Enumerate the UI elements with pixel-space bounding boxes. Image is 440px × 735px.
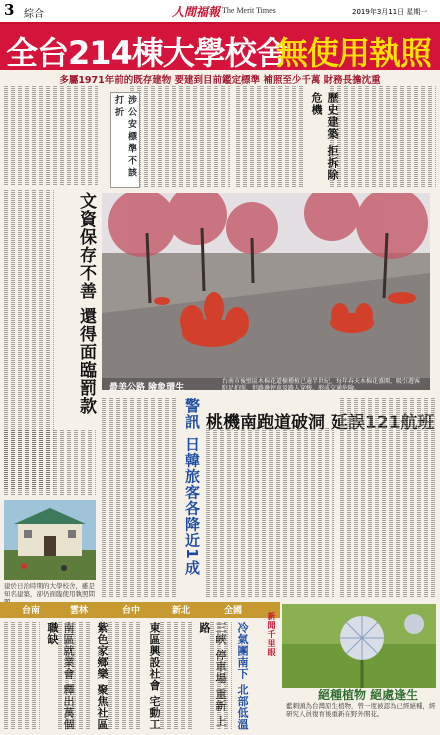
article-text-block: [4, 86, 98, 186]
region-label-yunlin: 雲林: [70, 606, 89, 616]
page-number: 3: [4, 1, 15, 19]
article-text-block: [130, 86, 230, 188]
article-text-block: [206, 428, 334, 598]
globe-thistle-illustration: [282, 604, 436, 688]
small-photo-caption: 建於日治時期的大學校舍，雖是知名建築，卻仍面臨使用執照問: [4, 582, 95, 598]
article-text-block: [4, 622, 40, 730]
region-label-tainan: 台南: [22, 606, 41, 616]
photo-credit: 台南市後壁區木棉花道樹種植已逾半世紀，每年春天木棉花盛開，吸引遊客駐足拍照，但路邊停車及路人穿梭，形成交通危險。: [222, 378, 421, 392]
sidebar-label: 涉 公 安 標 準 不 該 打 折: [110, 92, 140, 188]
article-text-block: [58, 622, 90, 730]
region-story-title: 紫色家鄉樂 聚焦社區: [96, 622, 109, 730]
subheadline: 多屬1971年前的既存建物 要建到目前鑑定標準 補照至少千萬 財務長擔沈重: [59, 75, 381, 86]
article-text-block: [330, 86, 436, 188]
photo-caption: 最美公路 險象環生: [109, 383, 185, 393]
story-title-culture: 文資保存不善 還得面臨罰款: [76, 192, 96, 415]
region-story-title: 三峽 停車場 重新 上路: [198, 622, 227, 727]
article-text-block: [160, 622, 192, 730]
story-title-history: 歷史建築 拒拆除危機: [310, 92, 339, 181]
region-story-title: 南區就業會 釋出萬個職缺: [46, 622, 75, 730]
plant-story-title: 絕種植物 絕處逢生: [318, 688, 419, 702]
news-photo-campus: [4, 500, 96, 580]
campus-building-illustration: [4, 500, 96, 580]
region-label-newtaipei: 新北: [172, 606, 191, 616]
news-photo-plant: [282, 604, 436, 688]
region-label-taichung: 台中: [122, 606, 141, 616]
headline-main: 全台214棟大學校舍: [6, 34, 287, 72]
article-text-block: [236, 86, 304, 188]
news-photo-kapok-road: [102, 193, 430, 390]
article-text-block: [108, 622, 142, 730]
kapok-road-illustration: [102, 193, 430, 390]
article-text-block: [210, 622, 232, 730]
story-title-tourism: 警訊 日韓旅客各降近1成: [183, 398, 201, 576]
section-name: 綜合: [24, 9, 44, 20]
region-story-title: 冷氣團南下 北部低溫: [236, 622, 249, 730]
newspaper-logo-english: The Merit Times: [222, 6, 276, 15]
plant-caption: 藍刺頭為台灣原生植物，曾一度被認為已經絕種，經研究人員復育後重新在野外開花。: [286, 702, 436, 718]
article-text-block: [4, 430, 96, 496]
story-title-runway: 桃機南跑道破洞 延誤121航班: [206, 413, 435, 433]
article-text-block: [340, 398, 436, 598]
region-label-national: 全國: [224, 606, 243, 616]
issue-date: 2019年3月11日 星期一: [352, 8, 428, 16]
newspaper-logo: 人間福報: [172, 5, 221, 19]
article-text-block: [102, 398, 176, 598]
headline-highlight: 無使用執照: [276, 34, 432, 72]
bottom-news-label: 新聞千里眼: [267, 612, 276, 657]
region-story-title: 東區興設社會 宅動工: [148, 622, 161, 730]
